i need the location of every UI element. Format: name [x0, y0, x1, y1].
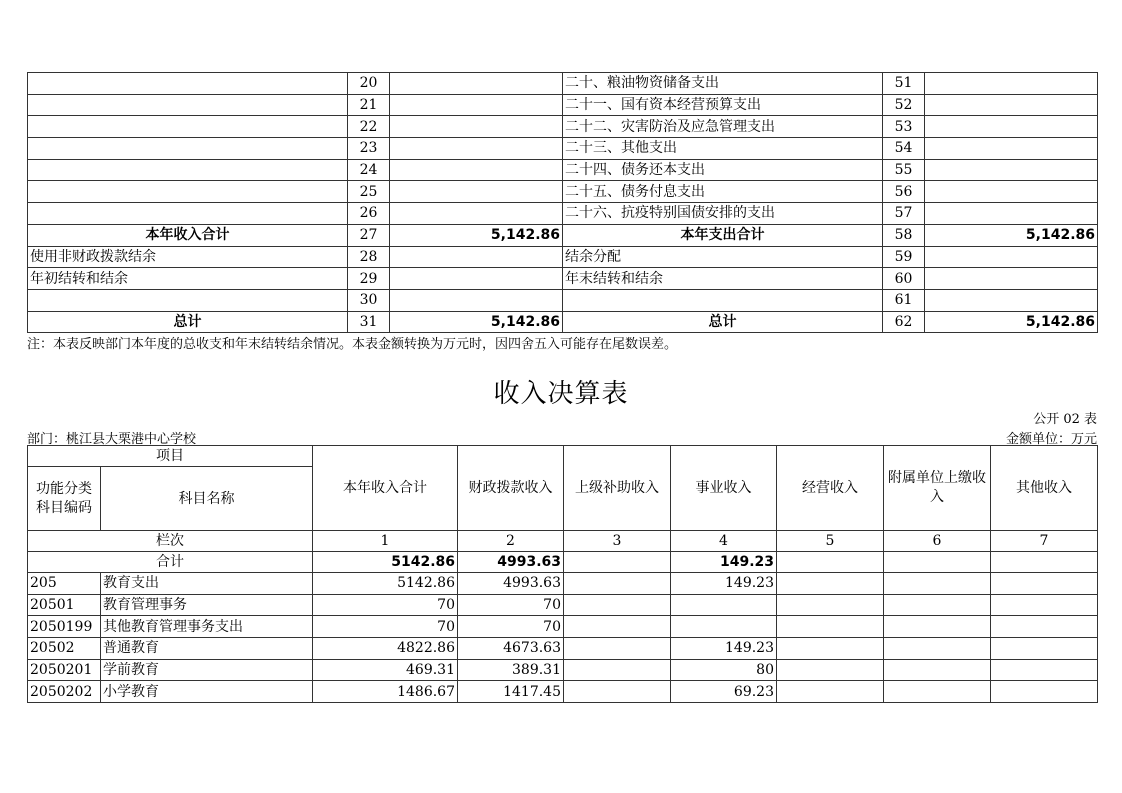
- income-row-number: 26: [348, 203, 390, 225]
- amount-cell: 69.23: [671, 681, 777, 703]
- income-amount: [390, 73, 563, 95]
- total-value: [777, 552, 884, 573]
- page-title: 收入决算表: [493, 379, 629, 409]
- summary-row: [28, 224, 1098, 246]
- header-item: 项目: [28, 446, 313, 467]
- amount-cell: [991, 681, 1098, 703]
- summary-row: [28, 159, 1098, 181]
- income-item-label: [28, 181, 348, 203]
- expense-amount: [925, 203, 1098, 225]
- amount-unit-label: 金额单位：万元: [1005, 432, 1097, 447]
- total-value: [564, 552, 671, 573]
- expense-amount: [925, 268, 1098, 290]
- amount-cell: 1417.45: [458, 681, 564, 703]
- expense-row-number: 58: [883, 224, 925, 246]
- summary-row: [28, 289, 1098, 311]
- amount-cell: [671, 616, 777, 638]
- header-col-6: 附属单位上缴收入: [884, 446, 991, 531]
- amount-cell: [777, 659, 884, 681]
- income-row-number: 31: [348, 311, 390, 333]
- income-item-label: 年初结转和结余: [28, 268, 348, 290]
- expense-item-label: 二十二、灾害防治及应急管理支出: [563, 116, 883, 138]
- amount-cell: [884, 638, 991, 660]
- income-item-label: [28, 116, 348, 138]
- subject-code: 2050199: [28, 616, 101, 638]
- amount-cell: 469.31: [313, 659, 458, 681]
- lanci-label: 栏次: [28, 531, 313, 552]
- expense-row-number: 53: [883, 116, 925, 138]
- department-label: 部门：桃江县大栗港中心学校: [27, 432, 197, 447]
- income-row-number: 20: [348, 73, 390, 95]
- income-item-label: 本年收入合计: [28, 224, 348, 246]
- expense-amount: [925, 289, 1098, 311]
- summary-row: [28, 268, 1098, 290]
- amount-cell: [564, 659, 671, 681]
- amount-cell: [564, 638, 671, 660]
- expense-amount: [925, 159, 1098, 181]
- expense-row-number: 55: [883, 159, 925, 181]
- table-note: 注：本表反映部门本年度的总收支和年末结转结余情况。本表金额转换为万元时，因四舍五入可能存在尾数误差。: [27, 337, 678, 352]
- income-amount: 5,142.86: [390, 311, 563, 333]
- expense-item-label: 结余分配: [563, 246, 883, 268]
- summary-row: [28, 203, 1098, 225]
- header-func-code: 功能分类科目编码: [28, 467, 101, 531]
- expense-item-label: 二十六、抗疫特别国债安排的支出: [563, 203, 883, 225]
- expense-amount: [925, 246, 1098, 268]
- summary-row: [28, 181, 1098, 203]
- income-row-number: 29: [348, 268, 390, 290]
- amount-cell: 80: [671, 659, 777, 681]
- amount-cell: 5142.86: [313, 573, 458, 595]
- income-item-label: [28, 94, 348, 116]
- expense-item-label: 本年支出合计: [563, 224, 883, 246]
- total-value: [884, 552, 991, 573]
- total-value: [991, 552, 1098, 573]
- expense-item-label: 二十四、债务还本支出: [563, 159, 883, 181]
- table-row: [28, 573, 1098, 595]
- table-row: [28, 681, 1098, 703]
- expense-amount: [925, 181, 1098, 203]
- expense-row-number: 60: [883, 268, 925, 290]
- subject-name: 普通教育: [101, 638, 313, 660]
- income-item-label: 总计: [28, 311, 348, 333]
- income-item-label: 使用非财政拨款结余: [28, 246, 348, 268]
- amount-cell: 70: [313, 594, 458, 616]
- subject-code: 20502: [28, 638, 101, 660]
- form-code: 公开 02 表: [1033, 412, 1097, 427]
- col-num: 3: [564, 531, 671, 552]
- summary-row: [28, 116, 1098, 138]
- income-amount: 5,142.86: [390, 224, 563, 246]
- income-item-label: [28, 289, 348, 311]
- summary-row: [28, 311, 1098, 333]
- amount-cell: [777, 573, 884, 595]
- expense-row-number: 51: [883, 73, 925, 95]
- total-label: 合计: [28, 552, 313, 573]
- col-num: 7: [991, 531, 1098, 552]
- subject-code: 2050202: [28, 681, 101, 703]
- expense-row-number: 62: [883, 311, 925, 333]
- amount-cell: [991, 659, 1098, 681]
- header-col-5: 经营收入: [777, 446, 884, 531]
- amount-cell: 70: [458, 616, 564, 638]
- amount-cell: 70: [458, 594, 564, 616]
- header-col-3: 上级补助收入: [564, 446, 671, 531]
- amount-cell: 70: [313, 616, 458, 638]
- header-col-7: 其他收入: [991, 446, 1098, 531]
- income-item-label: [28, 73, 348, 95]
- total-value: 149.23: [671, 552, 777, 573]
- col-num: 2: [458, 531, 564, 552]
- income-item-label: [28, 203, 348, 225]
- amount-cell: 4993.63: [458, 573, 564, 595]
- col-num: 4: [671, 531, 777, 552]
- income-amount: [390, 268, 563, 290]
- amount-cell: [777, 616, 884, 638]
- subject-name: 教育支出: [101, 573, 313, 595]
- table-row: [28, 616, 1098, 638]
- expense-item-label: 二十一、国有资本经营预算支出: [563, 94, 883, 116]
- amount-cell: 149.23: [671, 638, 777, 660]
- income-row-number: 27: [348, 224, 390, 246]
- amount-cell: [884, 573, 991, 595]
- amount-cell: [991, 573, 1098, 595]
- income-item-label: [28, 159, 348, 181]
- expense-item-label: 二十五、债务付息支出: [563, 181, 883, 203]
- expense-item-label: 年末结转和结余: [563, 268, 883, 290]
- expense-amount: 5,142.86: [925, 224, 1098, 246]
- header-col-2: 财政拨款收入: [458, 446, 564, 531]
- table-row: [28, 659, 1098, 681]
- amount-cell: [564, 573, 671, 595]
- table-row: [28, 594, 1098, 616]
- expense-item-label: 二十、粮油物资储备支出: [563, 73, 883, 95]
- amount-cell: [884, 659, 991, 681]
- subject-name: 学前教育: [101, 659, 313, 681]
- subject-code: 20501: [28, 594, 101, 616]
- expense-amount: [925, 94, 1098, 116]
- amount-cell: [991, 594, 1098, 616]
- summary-row: [28, 138, 1098, 160]
- expense-row-number: 61: [883, 289, 925, 311]
- income-row-number: 21: [348, 94, 390, 116]
- expense-row-number: 52: [883, 94, 925, 116]
- amount-cell: 4673.63: [458, 638, 564, 660]
- income-amount: [390, 116, 563, 138]
- expense-amount: [925, 138, 1098, 160]
- total-row: [28, 552, 1098, 573]
- income-item-label: [28, 138, 348, 160]
- income-amount: [390, 181, 563, 203]
- subject-name: 小学教育: [101, 681, 313, 703]
- amount-cell: [884, 594, 991, 616]
- amount-cell: [777, 638, 884, 660]
- summary-row: [28, 246, 1098, 268]
- income-row-number: 24: [348, 159, 390, 181]
- subject-name: 其他教育管理事务支出: [101, 616, 313, 638]
- amount-cell: 1486.67: [313, 681, 458, 703]
- amount-cell: [564, 594, 671, 616]
- header-col-4: 事业收入: [671, 446, 777, 531]
- expense-row-number: 56: [883, 181, 925, 203]
- expense-item-label: 二十三、其他支出: [563, 138, 883, 160]
- amount-cell: 149.23: [671, 573, 777, 595]
- summary-row: [28, 94, 1098, 116]
- column-number-row: [28, 531, 1098, 552]
- expense-amount: [925, 73, 1098, 95]
- amount-cell: [671, 594, 777, 616]
- col-num: 6: [884, 531, 991, 552]
- amount-cell: 389.31: [458, 659, 564, 681]
- amount-cell: [564, 681, 671, 703]
- income-amount: [390, 159, 563, 181]
- expense-row-number: 57: [883, 203, 925, 225]
- summary-table-continued: [27, 72, 1098, 333]
- income-amount: [390, 203, 563, 225]
- amount-cell: [777, 681, 884, 703]
- income-row-number: 28: [348, 246, 390, 268]
- total-value: 4993.63: [458, 552, 564, 573]
- total-value: 5142.86: [313, 552, 458, 573]
- amount-cell: [564, 616, 671, 638]
- subject-code: 2050201: [28, 659, 101, 681]
- amount-cell: [884, 616, 991, 638]
- income-table: [27, 445, 1098, 703]
- income-row-number: 23: [348, 138, 390, 160]
- expense-amount: [925, 116, 1098, 138]
- amount-cell: [884, 681, 991, 703]
- header-col-1: 本年收入合计: [313, 446, 458, 531]
- income-amount: [390, 246, 563, 268]
- amount-cell: [777, 594, 884, 616]
- col-num: 5: [777, 531, 884, 552]
- income-row-number: 22: [348, 116, 390, 138]
- expense-amount: 5,142.86: [925, 311, 1098, 333]
- income-amount: [390, 289, 563, 311]
- summary-row: [28, 73, 1098, 95]
- income-row-number: 25: [348, 181, 390, 203]
- table-row: [28, 638, 1098, 660]
- amount-cell: [991, 638, 1098, 660]
- income-amount: [390, 138, 563, 160]
- subject-code: 205: [28, 573, 101, 595]
- expense-row-number: 54: [883, 138, 925, 160]
- income-amount: [390, 94, 563, 116]
- income-row-number: 30: [348, 289, 390, 311]
- col-num: 1: [313, 531, 458, 552]
- expense-item-label: [563, 289, 883, 311]
- amount-cell: 4822.86: [313, 638, 458, 660]
- expense-row-number: 59: [883, 246, 925, 268]
- amount-cell: [991, 616, 1098, 638]
- expense-item-label: 总计: [563, 311, 883, 333]
- header-subject-name: 科目名称: [101, 467, 313, 531]
- subject-name: 教育管理事务: [101, 594, 313, 616]
